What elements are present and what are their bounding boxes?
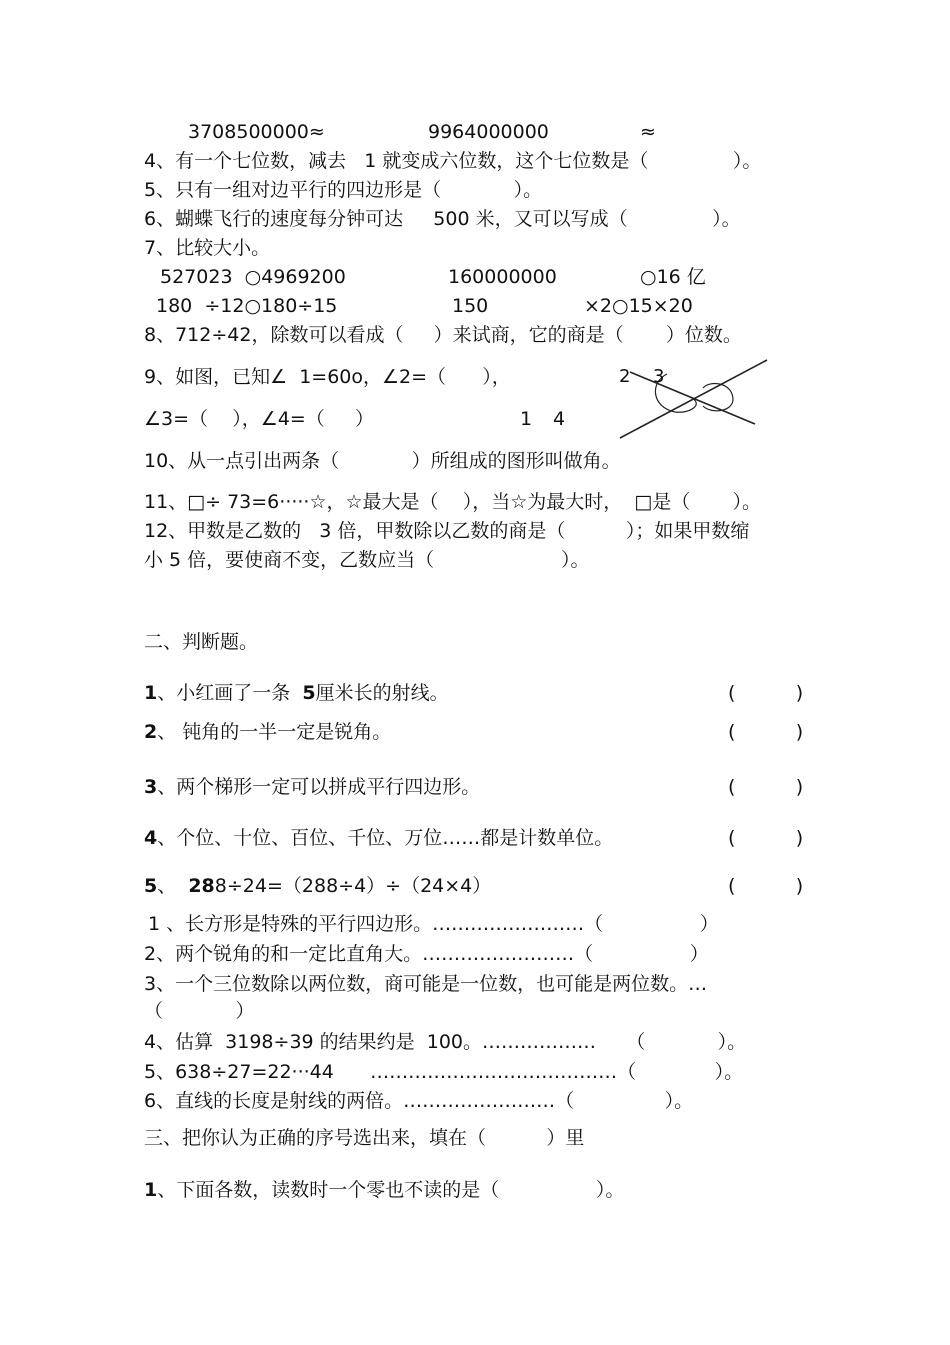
judge-item-5 [144, 875, 491, 897]
judge-paren-4[interactable]: ( ) [728, 827, 804, 849]
extra-item-1: 1 、长方形是特殊的平行四边形。……………………（ ） [148, 913, 719, 935]
judge-paren-5[interactable]: ( ) [728, 875, 804, 897]
compare-row2-b: 150 [452, 295, 489, 317]
approx-a: 3708500000≈ [188, 121, 325, 143]
judge-text: 、 [157, 875, 189, 897]
section2-title: 二、判断题。 [144, 631, 259, 653]
judge-num: 1 [144, 682, 158, 704]
judge-text2: 8÷24=（288÷4）÷（24×4） [214, 875, 492, 897]
judge-text: 、 钝角的一半一定是锐角。 [157, 721, 392, 743]
judge-num2: 5 [302, 682, 316, 704]
question-8: 8、712÷42，除数可以看成（ ）来试商，它的商是（ ）位数。 [144, 324, 742, 346]
question-11: 11、□÷ 73=6·····☆，☆最大是（ ），当☆为最大时， □是（ ）。 [144, 491, 762, 513]
judge-num: 3 [144, 776, 158, 798]
question-7: 7、比较大小。 [144, 237, 271, 259]
compare-row1-a: 527023 ○4969200 [160, 266, 346, 288]
compare-row2-c: ×2○15×20 [584, 295, 693, 317]
judge-text: 、小红画了一条 [157, 682, 303, 704]
question-5: 5、只有一组对边平行的四边形是（ ）。 [144, 179, 543, 201]
section3-question-1 [144, 1179, 624, 1201]
compare-row2-a: 180 ÷12○180÷15 [156, 295, 338, 317]
judge-item-1 [144, 682, 449, 704]
judge-paren-2[interactable]: ( ) [728, 721, 804, 743]
extra-item-6: 6、直线的长度是射线的两倍。……………………（ ）。 [144, 1090, 694, 1112]
figure-label-4: 4 [553, 408, 566, 430]
judge-text: 、个位、十位、百位、千位、万位……都是计数单位。 [157, 827, 614, 849]
compare-row1-b: 160000000 [448, 266, 557, 288]
question-6: 6、蝴蝶飞行的速度每分钟可达 500 米，又可以写成（ ）。 [144, 208, 741, 230]
figure-label-2: 2 [619, 366, 631, 387]
question-12-line2: 小 5 倍，要使商不变，乙数应当（ ）。 [144, 549, 590, 571]
extra-item-3: 3、一个三位数除以两位数，商可能是一位数，也可能是两位数。… [144, 973, 708, 995]
question-9-line1: 9、如图，已知∠ 1=60o，∠2=（ ）， [144, 366, 511, 388]
judge-text2: 厘米长的射线。 [315, 682, 449, 704]
compare-row1-c: ○16 亿 [640, 266, 706, 288]
section3-title: 三、把你认为正确的序号选出来，填在（ ）里 [144, 1127, 585, 1149]
judge-paren-3[interactable]: ( ) [728, 776, 804, 798]
question-4: 4、有一个七位数，减去 1 就变成六位数，这个七位数是（ ）。 [144, 150, 762, 172]
judge-num2: 28 [188, 875, 215, 897]
choice-text: 、下面各数，读数时一个零也不读的是（ ）。 [157, 1179, 625, 1201]
question-9-line2: ∠3=（ ），∠4=（ ） [144, 408, 374, 430]
judge-num: 4 [144, 827, 158, 849]
question-12-line1: 12、甲数是乙数的 3 倍，甲数除以乙数的商是（ ）；如果甲数缩 [144, 520, 750, 542]
choice-num: 1 [144, 1179, 158, 1201]
judge-item-4 [144, 827, 613, 849]
extra-item-5: 5、638÷27=22···44 …………………………………（ ）。 [144, 1061, 744, 1083]
approx-c: ≈ [640, 121, 656, 143]
approx-b: 9964000000 [428, 121, 549, 143]
extra-item-2: 2、两个锐角的和一定比直角大。……………………（ ） [144, 943, 709, 965]
judge-num: 2 [144, 721, 158, 743]
judge-text: 、两个梯形一定可以拼成平行四边形。 [157, 776, 481, 798]
figure-arc-right [703, 384, 733, 411]
extra-item-4: 4、估算 3198÷39 的结果约是 100。……………… （ ）。 [144, 1031, 747, 1053]
judge-item-2 [144, 721, 391, 743]
angle-figure [615, 352, 775, 448]
extra-item-3-paren: （ ） [144, 1000, 255, 1022]
judge-num: 5 [144, 875, 158, 897]
judge-paren-1[interactable]: ( ) [728, 682, 804, 704]
judge-item-3 [144, 776, 480, 798]
figure-label-1: 1 [520, 408, 533, 430]
question-10: 10、从一点引出两条（ ）所组成的图形叫做角。 [144, 450, 621, 472]
figure-label-3: 3 [653, 366, 665, 387]
